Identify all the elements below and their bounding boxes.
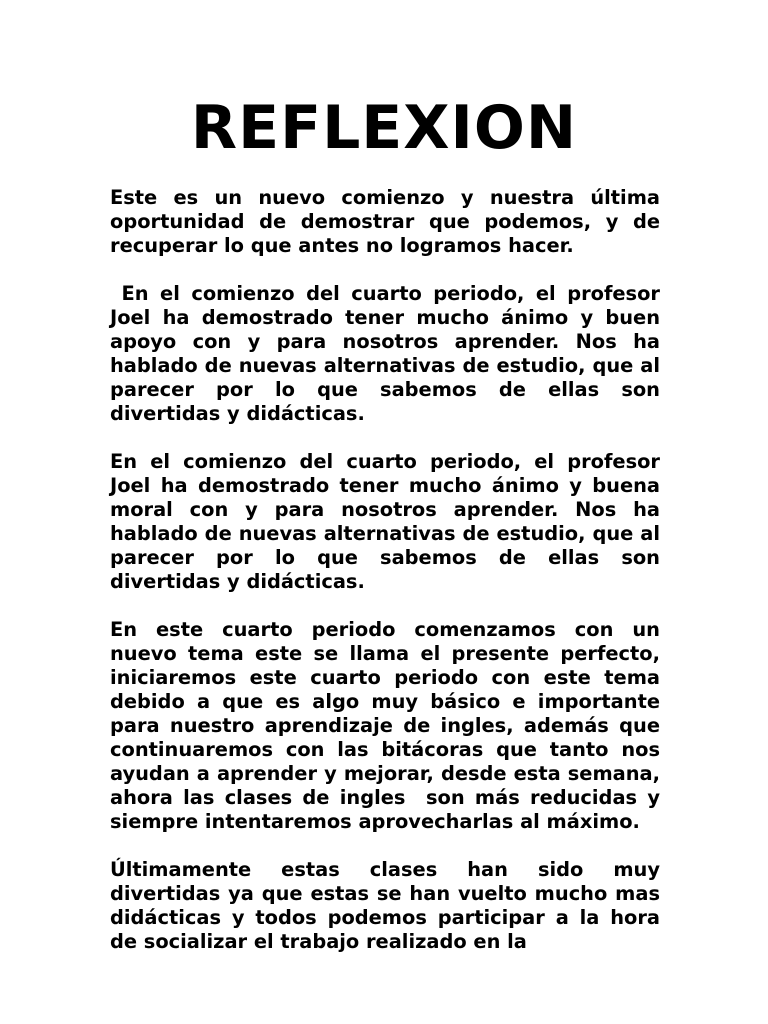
paragraph-3: En el comienzo del cuarto periodo, el profesor Joel ha demostrado tener mucho ánimo y buena moral con y para nosotros aprender. Nos ha hablado de nuevas alternativas de estudio, que al parecer por lo que sabemos de ellas son divertidas y didácticas. — [110, 450, 667, 593]
document-body — [110, 186, 667, 978]
paragraph-4: En este cuarto periodo comenzamos con un nuevo tema este se llama el presente perfecto, iniciaremos este cuarto periodo con este tema debido a que es algo muy básico e importante para nuestro aprendizaje de ingles, además que continuaremos con las bitácoras que tanto nos ayudan a aprender y mejorar, desde esta semana, ahora las clases de ingles son más reducidas y siempre intentaremos aprovecharlas al máximo. — [110, 618, 667, 833]
paragraph-2: En el comienzo del cuarto periodo, el profesor Joel ha demostrado tener mucho ánimo y buen apoyo con y para nosotros aprender. Nos ha hablado de nuevas alternativas de estudio, que al parecer por lo que sabemos de ellas son divertidas y didácticas. — [110, 282, 667, 425]
document-title: REFLEXION — [190, 93, 578, 163]
paragraph-5: Últimamente estas clases han sido muy divertidas ya que estas se han vuelto mucho mas didácticas y todos podemos participar a la hora de socializar el trabajo realizado en la — [110, 858, 667, 953]
paragraph-1: Este es un nuevo comienzo y nuestra última oportunidad de demostrar que podemos, y de recuperar lo que antes no logramos hacer. — [110, 186, 667, 257]
